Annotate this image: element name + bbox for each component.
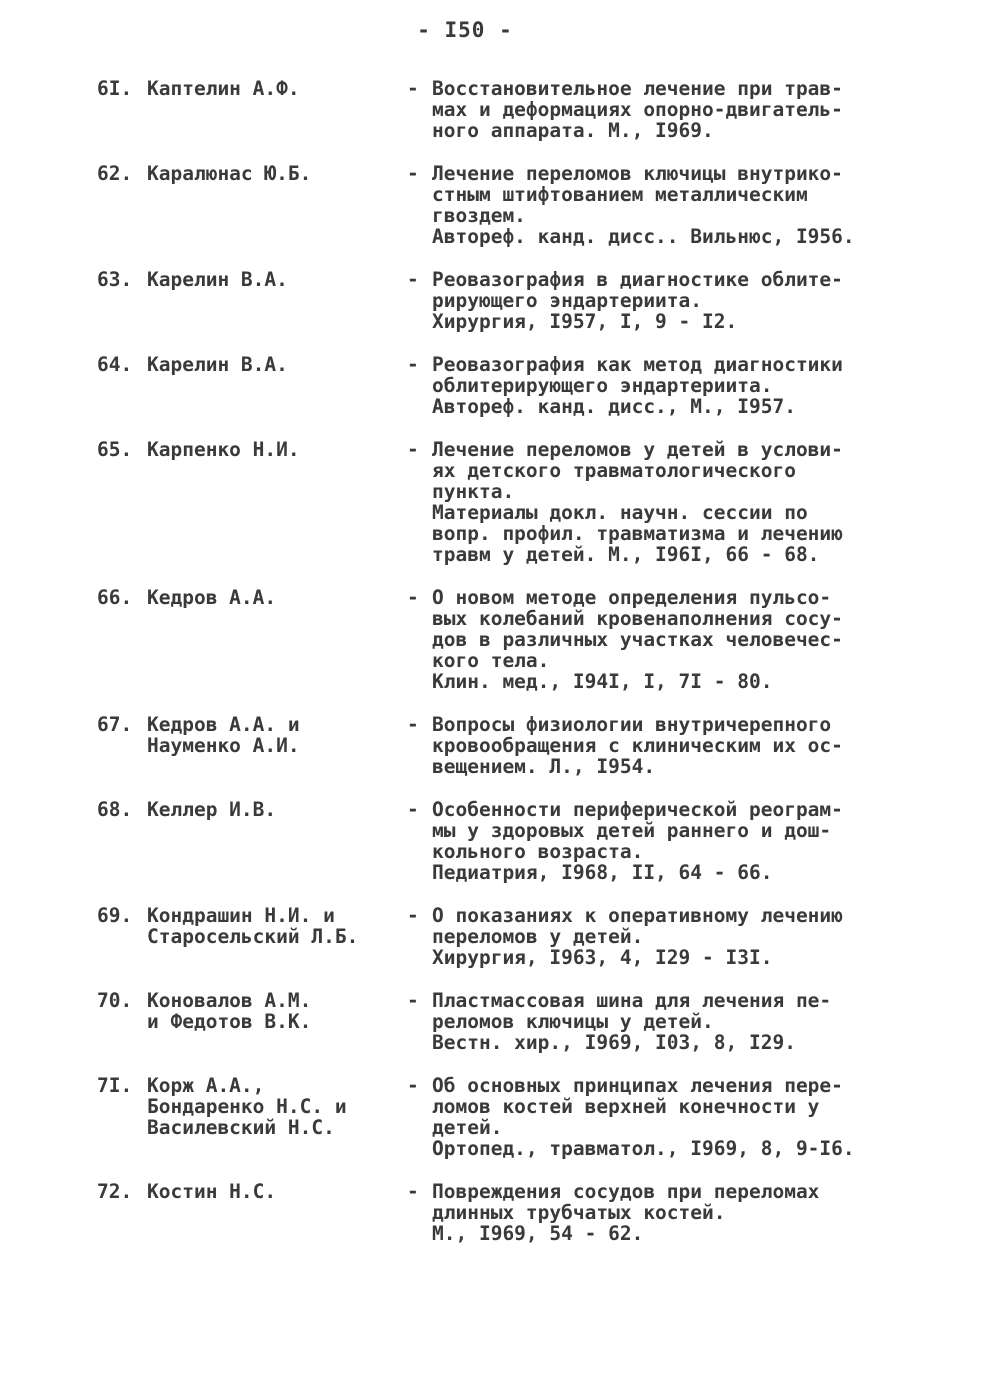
entry-reference: Повреждения сосудов при переломах длинных трубчатых костей. М., I969, 54 - 62. xyxy=(432,1180,820,1245)
entry-reference: Лечение переломов у детей в услови- ях детского травматологического пункта. Материалы докл. научн. сессии по вопр. профил. травматизма и лечению травм у детей. М., I96I, 66 - 68. xyxy=(432,438,843,566)
entry-dash: - xyxy=(407,904,419,927)
entry-dash: - xyxy=(407,989,419,1012)
entry-reference: Пластмассовая шина для лечения пе- реломов ключицы у детей. Вестн. хир., I969, I03, 8, I29. xyxy=(432,989,832,1054)
bibliography-entry-71 xyxy=(97,1075,917,1159)
entry-reference: Лечение переломов ключицы внутрико- стным штифтованием металлическим гвоздем. Автореф. канд. дисс.. Вильнюс, I956. xyxy=(432,162,855,248)
bibliography-entry-61 xyxy=(97,78,917,141)
entry-author: Коновалов А.М. и Федотов В.К. xyxy=(147,989,312,1033)
bibliography-entry-62 xyxy=(97,163,917,247)
entry-author: Кедров А.А. и Науменко А.И. xyxy=(147,713,300,757)
entry-dash: - xyxy=(407,1180,419,1203)
page-number: - I50 - xyxy=(417,18,513,42)
entry-dash: - xyxy=(407,586,419,609)
entry-author: Карелин В.А. xyxy=(147,268,288,291)
entry-author: Кондрашин Н.И. и Старосельский Л.Б. xyxy=(147,904,359,948)
entry-dash: - xyxy=(407,713,419,736)
bibliography-entry-72 xyxy=(97,1181,917,1244)
bibliography-entry-67 xyxy=(97,714,917,777)
bibliography-entry-69 xyxy=(97,905,917,968)
entry-dash: - xyxy=(407,268,419,291)
entry-reference: Об основных принципах лечения пере- ломов костей верхней конечности у детей. Ортопед., травматол., I969, 8, 9-I6. xyxy=(432,1074,855,1160)
entry-number: 6I. xyxy=(97,77,133,100)
entry-number: 66. xyxy=(97,586,133,609)
bibliography-entry-70 xyxy=(97,990,917,1053)
entry-author: Карпенко Н.И. xyxy=(147,438,300,461)
bibliography-entry-63 xyxy=(97,269,917,332)
entry-dash: - xyxy=(407,798,419,821)
entry-number: 64. xyxy=(97,353,133,376)
entry-author: Каралюнас Ю.Б. xyxy=(147,162,312,185)
entry-author: Костин Н.С. xyxy=(147,1180,277,1203)
entry-reference: Реовазография как метод диагностики облитерирующего эндартериита. Автореф. канд. дисс., М., I957. xyxy=(432,353,843,418)
entry-number: 63. xyxy=(97,268,133,291)
entry-number: 69. xyxy=(97,904,133,927)
entry-author: Каптелин А.Ф. xyxy=(147,77,300,100)
entry-reference: О показаниях к оперативному лечению переломов у детей. Хирургия, I963, 4, I29 - I3I. xyxy=(432,904,843,969)
bibliography-entry-65 xyxy=(97,439,917,565)
entry-dash: - xyxy=(407,1074,419,1097)
bibliography-entry-64 xyxy=(97,354,917,417)
entry-number: 62. xyxy=(97,162,133,185)
entry-number: 67. xyxy=(97,713,133,736)
entry-reference: Особенности периферической реограм- мы у здоровых детей раннего и дош- кольного возраста. Педиатрия, I968, II, 64 - 66. xyxy=(432,798,843,884)
bibliography-entry-68 xyxy=(97,799,917,883)
entry-author: Келлер И.В. xyxy=(147,798,277,821)
entry-dash: - xyxy=(407,438,419,461)
bibliography-entry-66 xyxy=(97,587,917,692)
entry-reference: Вопросы физиологии внутричерепного кровообращения с клиническим их ос- вещением. Л., I954. xyxy=(432,713,843,778)
entry-number: 7I. xyxy=(97,1074,133,1097)
entry-reference: Реовазография в диагностике облите- рирующего эндартериита. Хирургия, I957, I, 9 - I2. xyxy=(432,268,843,333)
entry-number: 65. xyxy=(97,438,133,461)
entry-dash: - xyxy=(407,77,419,100)
entry-author: Карелин В.А. xyxy=(147,353,288,376)
entry-reference: О новом методе определения пульсо- вых колебаний кровенаполнения сосу- дов в различных участках человечес- кого тела. Клин. мед., I94I, I, 7I - 80. xyxy=(432,586,843,693)
entry-reference: Восстановительное лечение при трав- мах и деформациях опорно-двигатель- ного аппарата. М., I969. xyxy=(432,77,843,142)
entry-dash: - xyxy=(407,162,419,185)
entry-author: Кедров А.А. xyxy=(147,586,277,609)
entry-number: 72. xyxy=(97,1180,133,1203)
entry-dash: - xyxy=(407,353,419,376)
bibliography-list xyxy=(97,78,917,1244)
entry-number: 70. xyxy=(97,989,133,1012)
entry-author: Корж А.А., Бондаренко Н.С. и Василевский Н.С. xyxy=(147,1074,347,1139)
entry-number: 68. xyxy=(97,798,133,821)
